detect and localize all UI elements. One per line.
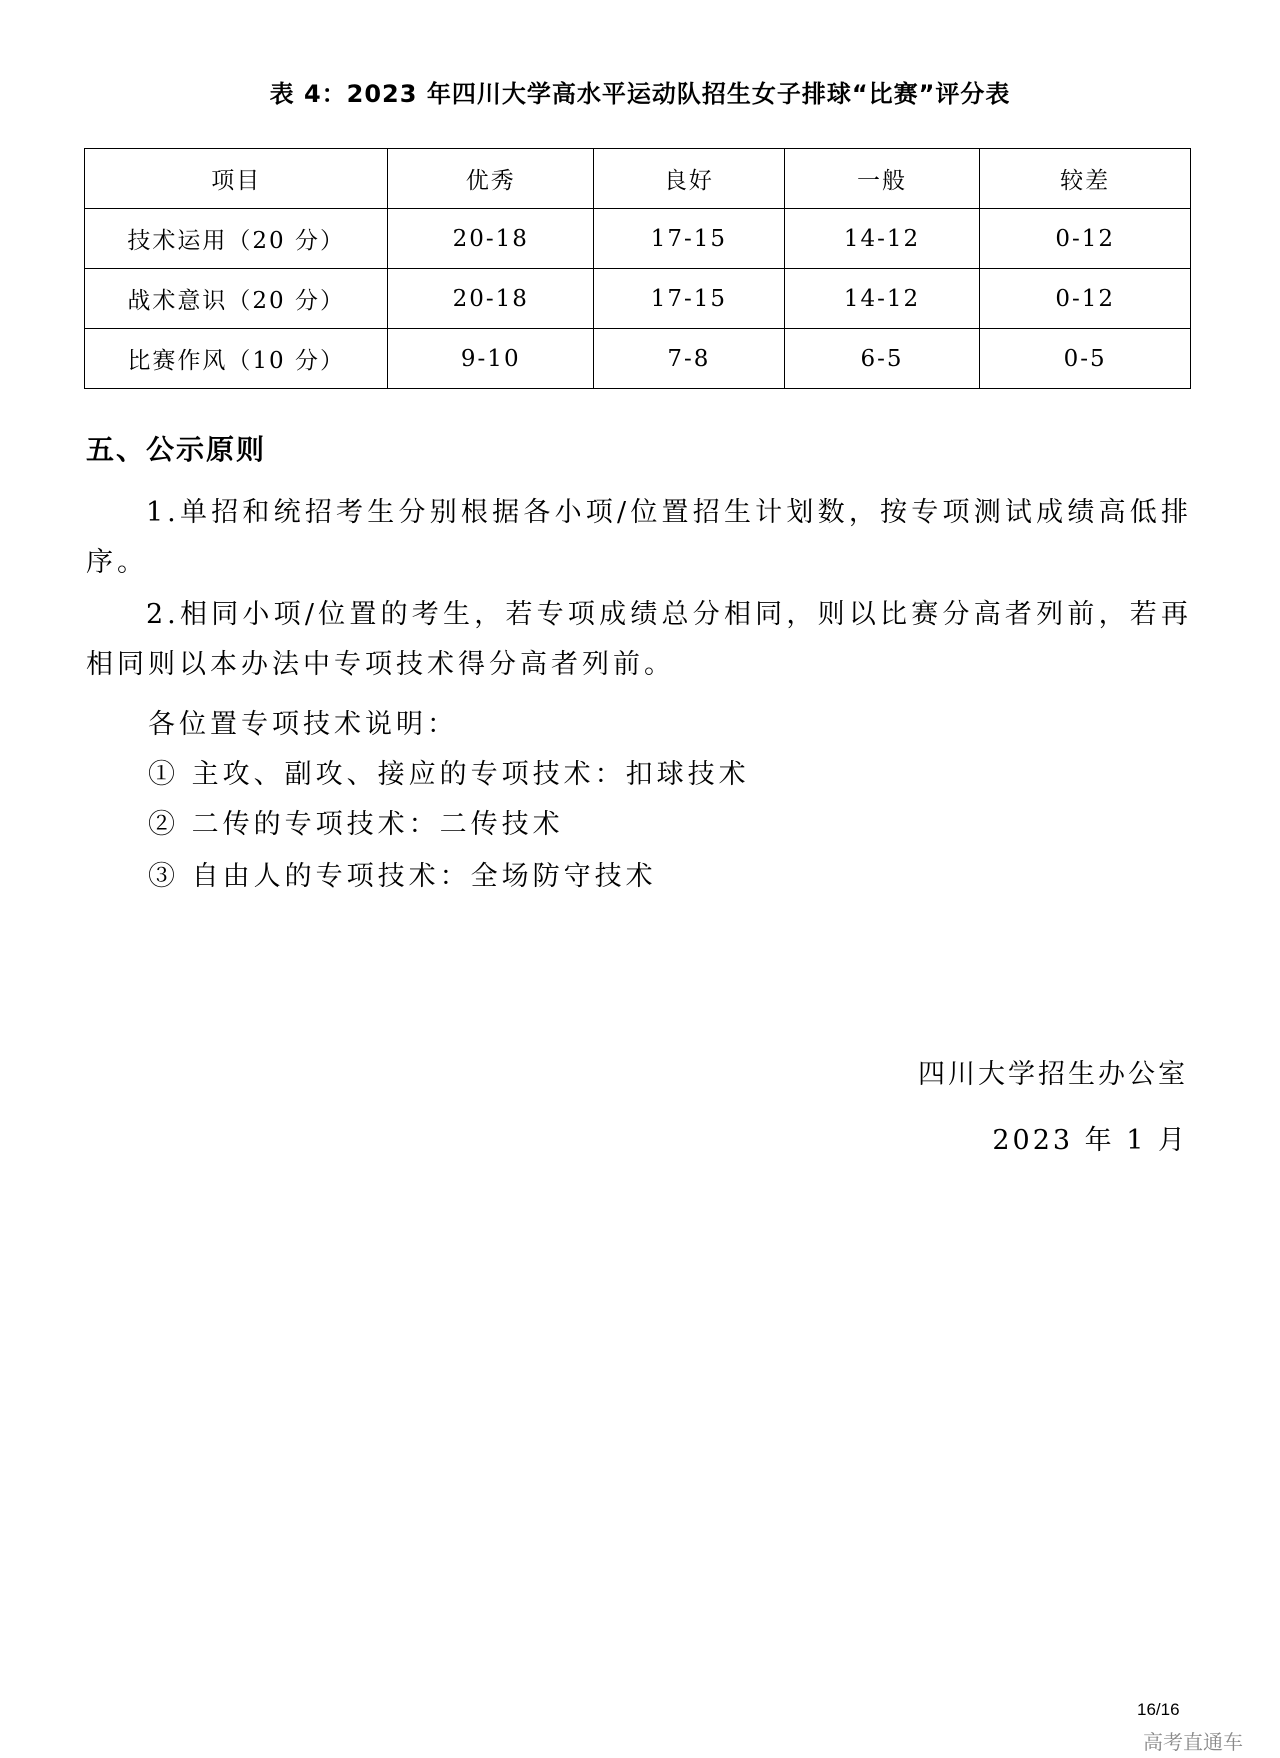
table-cell: 14-12 [784, 269, 980, 329]
scoring-table [84, 148, 1191, 389]
table-header-cell: 一般 [784, 149, 980, 209]
paragraph-tie-rule: 2.相同小项/位置的考生，若专项成绩总分相同，则以比赛分高者列前，若再相同则以本办法中专项技术得分高者列前。 [86, 599, 1192, 680]
table-row [85, 209, 1191, 269]
table-cell: 14-12 [784, 209, 980, 269]
table-cell: 20-18 [388, 269, 594, 329]
list-item: ③ 自由人的专项技术：全场防守技术 [148, 861, 657, 892]
table-header-cell: 优秀 [388, 149, 594, 209]
paragraph-ranking-rule: 1.单招和统招考生分别根据各小项/位置招生计划数，按专项测试成绩高低排序。 [86, 497, 1192, 578]
table-cell: 0-12 [980, 209, 1191, 269]
table-cell: 技术运用（20 分） [85, 209, 388, 269]
table-cell: 9-10 [388, 329, 594, 389]
watermark: 高考直通车 [1143, 1730, 1243, 1754]
technique-intro: 各位置专项技术说明： [148, 709, 458, 740]
table-header-row [85, 149, 1191, 209]
signature-date: 2023 年 1 月 [992, 1125, 1188, 1156]
table-header-cell: 项目 [85, 149, 388, 209]
page-title: 表 4：2023 年四川大学高水平运动队招生女子排球“比赛”评分表 [269, 80, 1011, 108]
signature-organization: 四川大学招生办公室 [918, 1059, 1188, 1090]
table-cell: 比赛作风（10 分） [85, 329, 388, 389]
table-header-cell: 较差 [980, 149, 1191, 209]
page-number: 16/16 [1137, 1700, 1180, 1719]
table-cell: 17-15 [594, 269, 785, 329]
table-cell: 6-5 [784, 329, 980, 389]
table-cell: 20-18 [388, 209, 594, 269]
table-cell: 0-12 [980, 269, 1191, 329]
table-row [85, 329, 1191, 389]
table-cell: 17-15 [594, 209, 785, 269]
list-item: ① 主攻、副攻、接应的专项技术：扣球技术 [148, 759, 750, 790]
table-header-cell: 良好 [594, 149, 785, 209]
section-heading: 五、公示原则 [86, 433, 267, 466]
table-cell: 战术意识（20 分） [85, 269, 388, 329]
table-row [85, 269, 1191, 329]
table-cell: 7-8 [594, 329, 785, 389]
table-cell: 0-5 [980, 329, 1191, 389]
list-item: ② 二传的专项技术：二传技术 [148, 809, 564, 840]
